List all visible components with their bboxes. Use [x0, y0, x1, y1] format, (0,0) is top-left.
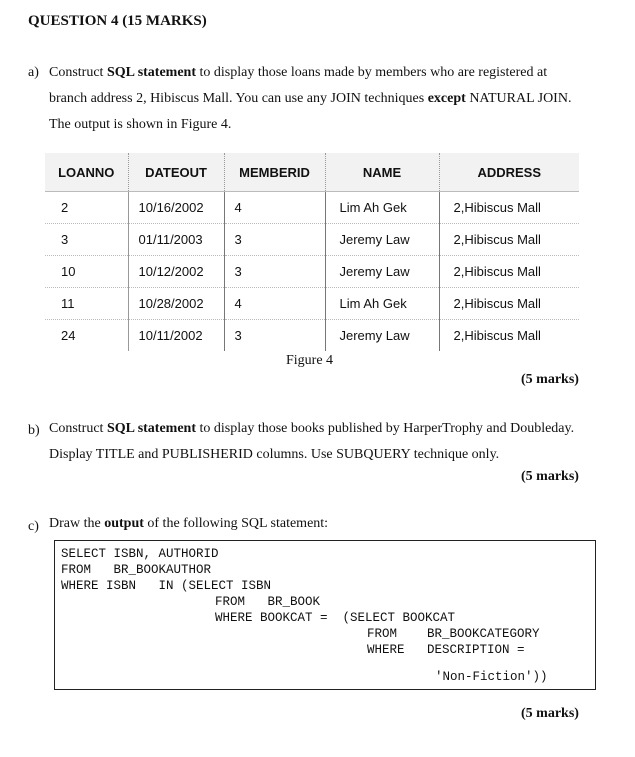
table-cell: 2,Hibiscus Mall [453, 328, 541, 343]
table-cell: 4 [224, 288, 325, 320]
part-a-line-2: branch address 2, Hibiscus Mall. You can use any JOIN techniques except NATURAL JOIN. [49, 91, 572, 106]
table-cell: 10/16/2002 [128, 192, 224, 224]
figure-4-result-table [45, 153, 579, 351]
table-cell: 2,Hibiscus Mall [439, 192, 579, 224]
part-a-label: a) [28, 65, 39, 80]
question-heading: QUESTION 4 (15 MARKS) [28, 13, 207, 29]
sql-line: WHERE BOOKCAT = (SELECT BOOKCAT [215, 611, 456, 625]
table-cell: 10 [45, 256, 128, 288]
sql-statement-box [54, 540, 596, 690]
figure-caption: Figure 4 [286, 353, 334, 368]
table-row [45, 192, 579, 224]
table-cell: Jeremy Law [325, 320, 439, 352]
table-cell: Lim Ah Gek [325, 288, 439, 320]
part-a-line-3: The output is shown in Figure 4. [49, 117, 232, 132]
part-b-label: b) [28, 423, 40, 438]
column-header: MEMBERID [224, 153, 325, 192]
sql-line: WHERE DESCRIPTION = [367, 643, 525, 657]
sql-line: FROM BR_BOOKAUTHOR [61, 563, 212, 577]
table-cell: 3 [224, 320, 325, 352]
part-c-text: Draw the output of the following SQL statement: [49, 516, 329, 531]
sql-line: FROM BR_BOOK [215, 595, 321, 609]
column-header: LOANNO [45, 153, 128, 192]
part-c-label: c) [28, 519, 39, 534]
sql-line: WHERE ISBN IN (SELECT ISBN [61, 579, 272, 593]
table-row [45, 320, 579, 352]
table-cell: 2,Hibiscus Mall [439, 288, 579, 320]
part-a-line-1: Construct SQL statement to display those loans made by members who are registered at [49, 65, 548, 80]
table-cell: 3 [224, 256, 325, 288]
table-cell: Jeremy Law [325, 224, 439, 256]
part-b-line-2: Display TITLE and PUBLISHERID columns. Use SUBQUERY technique only. [49, 447, 500, 462]
part-b-marks: (5 marks) [521, 469, 579, 484]
table-cell: 10/11/2002 [128, 320, 224, 352]
column-header: ADDRESS [439, 153, 579, 192]
column-header: NAME [325, 153, 439, 192]
table-cell: 2,Hibiscus Mall [439, 224, 579, 256]
sql-line: FROM BR_BOOKCATEGORY [367, 627, 540, 641]
column-header: DATEOUT [128, 153, 224, 192]
sql-line: 'Non-Fiction')) [435, 670, 548, 684]
sql-line: SELECT ISBN, AUTHORID [61, 547, 219, 561]
table-row [45, 256, 579, 288]
table-cell: 3 [45, 224, 128, 256]
table-row [45, 288, 579, 320]
table-cell: 3 [224, 224, 325, 256]
table-cell: Jeremy Law [325, 256, 439, 288]
part-a-marks: (5 marks) [521, 372, 579, 387]
part-b-text [49, 416, 609, 468]
table-cell: 01/11/2003 [128, 224, 224, 256]
table-cell: 4 [224, 192, 325, 224]
part-a-text [49, 60, 584, 138]
table-header-row [45, 153, 579, 192]
table-cell: 10/28/2002 [128, 288, 224, 320]
table-cell: 10/12/2002 [128, 256, 224, 288]
table-cell: 11 [45, 288, 128, 320]
table-cell: 2,Hibiscus Mall [439, 256, 579, 288]
table-cell: 24 [45, 320, 128, 352]
table-cell: 2 [45, 192, 128, 224]
table-cell: Lim Ah Gek [325, 192, 439, 224]
table-row [45, 224, 579, 256]
part-b-line-1: Construct SQL statement to display those books published by HarperTrophy and Doubleday. [49, 421, 575, 436]
part-c-marks: (5 marks) [521, 706, 579, 721]
